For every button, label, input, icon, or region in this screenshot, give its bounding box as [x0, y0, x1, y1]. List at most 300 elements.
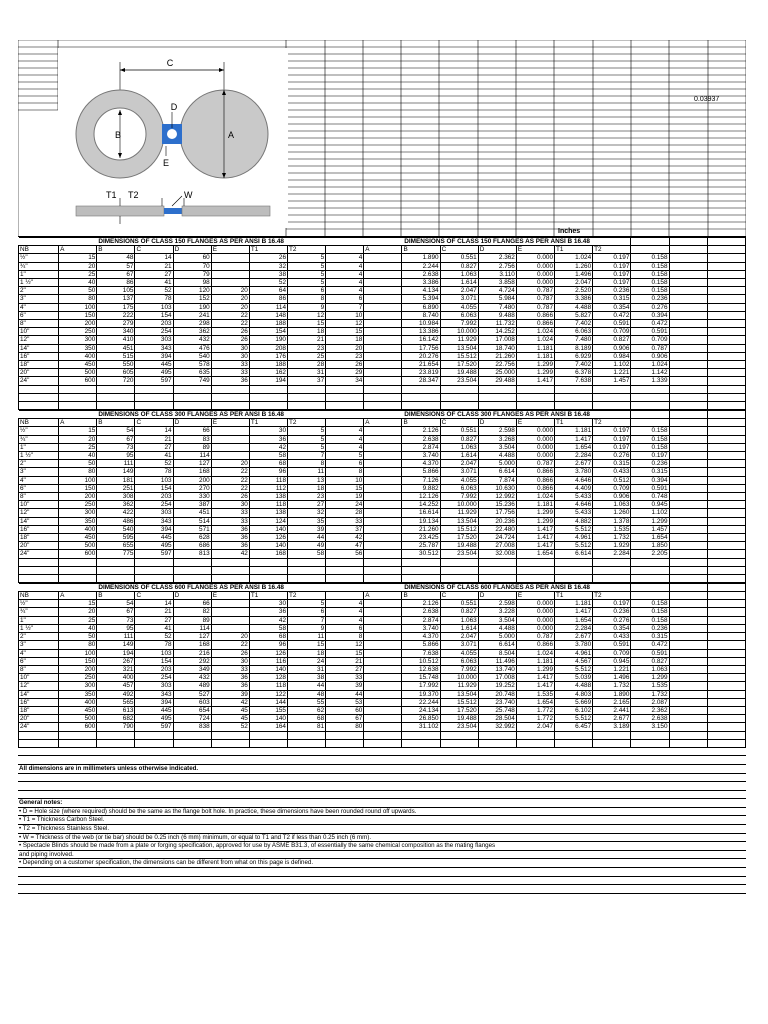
col-header-mm-0: NB: [19, 419, 59, 427]
value-cell: 20: [59, 435, 97, 443]
table-row: [19, 706, 746, 714]
blank-cell: [478, 574, 516, 582]
value-cell: 0.591: [593, 320, 631, 328]
value-cell: 0.906: [631, 352, 669, 360]
value-cell: 3.071: [440, 641, 478, 649]
section-title-row: [19, 410, 746, 418]
blank-cell: [364, 352, 402, 360]
nb-cell: 2": [19, 460, 59, 468]
value-cell: 45: [211, 715, 249, 723]
value-cell: 154: [249, 328, 287, 336]
value-cell: 9.488: [478, 311, 516, 319]
value-cell: 66: [173, 600, 211, 608]
blank-cell: [707, 592, 745, 600]
blank-cell: [669, 369, 707, 377]
blank-cell: [707, 633, 745, 641]
blank-cell: [440, 566, 478, 574]
blank-cell: [669, 674, 707, 682]
blank-cell: [516, 385, 554, 393]
value-cell: 2.756: [478, 262, 516, 270]
value-cell: 600: [59, 723, 97, 731]
value-cell: 0.787: [516, 287, 554, 295]
value-cell: 11: [288, 633, 326, 641]
nb-cell: ¾": [19, 608, 59, 616]
value-cell: 597: [135, 723, 173, 731]
blank-cell: [707, 410, 745, 418]
value-cell: 0.551: [440, 600, 478, 608]
scale-factor: 0.03937: [694, 96, 720, 103]
value-cell: 222: [97, 311, 135, 319]
blank-cell: [707, 311, 745, 319]
value-cell: 3.071: [440, 468, 478, 476]
value-cell: 1.732: [631, 690, 669, 698]
blank-cell: [135, 731, 173, 739]
blank-cell: [707, 344, 745, 352]
value-cell: 1.417: [516, 542, 554, 550]
value-cell: 20.748: [478, 690, 516, 698]
blank-cell: [478, 731, 516, 739]
value-cell: 5.866: [402, 468, 440, 476]
value-cell: 0.276: [631, 303, 669, 311]
value-cell: 6.890: [402, 303, 440, 311]
value-cell: 30: [211, 352, 249, 360]
value-cell: 0.197: [593, 600, 631, 608]
value-cell: [211, 616, 249, 624]
blank-cell: [669, 361, 707, 369]
value-cell: 41: [135, 279, 173, 287]
value-cell: 270: [173, 484, 211, 492]
blank-cell: [631, 731, 669, 739]
value-cell: 68: [249, 633, 287, 641]
blank-row: [18, 877, 746, 886]
value-cell: 78: [135, 468, 173, 476]
col-header-in-5: T1: [555, 592, 593, 600]
blank-cell: [97, 566, 135, 574]
value-cell: 81: [288, 723, 326, 731]
value-cell: 279: [97, 320, 135, 328]
value-cell: 21: [326, 657, 364, 665]
blank-cell: [19, 574, 59, 582]
value-cell: 597: [135, 550, 173, 558]
value-cell: 32.008: [478, 550, 516, 558]
value-cell: 527: [173, 690, 211, 698]
value-cell: 15.512: [440, 525, 478, 533]
value-cell: 7.480: [555, 336, 593, 344]
nb-cell: 4": [19, 649, 59, 657]
blank-cell: [402, 574, 440, 582]
blank-cell: [707, 739, 745, 747]
blank-cell: [97, 385, 135, 393]
value-cell: 445: [135, 361, 173, 369]
value-cell: 0.433: [593, 633, 631, 641]
value-cell: 5.827: [555, 311, 593, 319]
value-cell: 1.535: [593, 525, 631, 533]
blank-cell: [326, 419, 364, 427]
value-cell: 38: [249, 270, 287, 278]
value-cell: 114: [173, 624, 211, 632]
blank-cell: [364, 674, 402, 682]
blank-cell: [669, 287, 707, 295]
value-cell: 28: [288, 361, 326, 369]
value-cell: 450: [59, 706, 97, 714]
value-cell: 39: [211, 690, 249, 698]
value-cell: 23.425: [402, 533, 440, 541]
value-cell: 6.063: [440, 484, 478, 492]
value-cell: 1.024: [516, 649, 554, 657]
value-cell: 8: [326, 633, 364, 641]
value-cell: 103: [135, 303, 173, 311]
value-cell: 150: [59, 484, 97, 492]
value-cell: 55: [288, 698, 326, 706]
blank-cell: [669, 665, 707, 673]
blank-cell: [669, 393, 707, 401]
blank-cell: [364, 295, 402, 303]
blank-row: [19, 393, 746, 401]
value-cell: 154: [135, 657, 173, 665]
value-cell: 52: [135, 460, 173, 468]
value-cell: 0.945: [593, 657, 631, 665]
value-cell: 13.386: [402, 328, 440, 336]
value-cell: 0.827: [440, 262, 478, 270]
column-header-row: [19, 419, 746, 427]
col-header-in-5: T1: [555, 246, 593, 254]
value-cell: 387: [173, 501, 211, 509]
value-cell: 56: [326, 550, 364, 558]
blank-cell: [440, 558, 478, 566]
blank-cell: [440, 731, 478, 739]
value-cell: [211, 608, 249, 616]
blank-cell: [249, 385, 287, 393]
value-cell: 550: [97, 361, 135, 369]
value-cell: 19.488: [440, 369, 478, 377]
value-cell: 4: [326, 608, 364, 616]
blank-cell: [364, 657, 402, 665]
blank-cell: [669, 558, 707, 566]
value-cell: 0.827: [440, 435, 478, 443]
value-cell: 4.961: [555, 533, 593, 541]
value-cell: 1.102: [631, 509, 669, 517]
col-header-mm-7: T2: [288, 246, 326, 254]
value-cell: 3.228: [478, 608, 516, 616]
value-cell: 0.866: [516, 311, 554, 319]
blank-cell: [669, 731, 707, 739]
value-cell: 8: [326, 468, 364, 476]
blank-cell: [97, 739, 135, 747]
blank-cell: [669, 592, 707, 600]
blank-cell: [364, 533, 402, 541]
value-cell: 0.197: [593, 270, 631, 278]
blank-cell: [516, 401, 554, 409]
blank-cell: [402, 731, 440, 739]
value-cell: 20.236: [478, 517, 516, 525]
value-cell: 3.386: [402, 279, 440, 287]
value-cell: [211, 443, 249, 451]
value-cell: 118: [249, 476, 287, 484]
value-cell: 54: [97, 427, 135, 435]
table-row: [19, 698, 746, 706]
value-cell: 37: [288, 377, 326, 385]
value-cell: 4.724: [478, 287, 516, 295]
value-cell: 3.504: [478, 443, 516, 451]
value-cell: 103: [135, 649, 173, 657]
blank-cell: [707, 558, 745, 566]
value-cell: 140: [249, 665, 287, 673]
blank-cell: [707, 525, 745, 533]
value-cell: 33: [211, 509, 249, 517]
value-cell: 50: [59, 460, 97, 468]
value-cell: 7.992: [440, 492, 478, 500]
section-title-in: DIMENSIONS OF CLASS 600 FLANGES AS PER ANSI B 16.48: [364, 583, 631, 591]
value-cell: 36: [211, 377, 249, 385]
value-cell: 17.008: [478, 336, 516, 344]
table-row: [19, 344, 746, 352]
value-cell: 23.504: [440, 377, 478, 385]
value-cell: 600: [59, 377, 97, 385]
value-cell: 5: [288, 270, 326, 278]
blank-cell: [707, 574, 745, 582]
value-cell: 635: [173, 369, 211, 377]
table-row: [19, 352, 746, 360]
value-cell: 7.126: [402, 476, 440, 484]
blank-cell: [173, 574, 211, 582]
value-cell: 42: [211, 550, 249, 558]
value-cell: 2.284: [555, 451, 593, 459]
table-row: [19, 361, 746, 369]
value-cell: 5.039: [555, 674, 593, 682]
value-cell: 95: [97, 451, 135, 459]
blank-cell: [707, 509, 745, 517]
blank-cell: [631, 566, 669, 574]
table-row: [19, 303, 746, 311]
blank-cell: [669, 270, 707, 278]
value-cell: 400: [59, 698, 97, 706]
value-cell: 4.370: [402, 633, 440, 641]
blank-cell: [364, 451, 402, 459]
blank-cell: [135, 385, 173, 393]
value-cell: 303: [135, 682, 173, 690]
nb-cell: 8": [19, 492, 59, 500]
nb-cell: 6": [19, 657, 59, 665]
blank-cell: [19, 401, 59, 409]
value-cell: 5.394: [402, 295, 440, 303]
nb-cell: 10": [19, 674, 59, 682]
value-cell: [211, 254, 249, 262]
blank-cell: [135, 393, 173, 401]
value-cell: 450: [59, 533, 97, 541]
value-cell: 8.740: [402, 311, 440, 319]
value-cell: 4.646: [555, 476, 593, 484]
blank-cell: [364, 377, 402, 385]
value-cell: 495: [135, 369, 173, 377]
blank-cell: [364, 443, 402, 451]
value-cell: 126: [249, 533, 287, 541]
blank-cell: [669, 262, 707, 270]
value-cell: 400: [97, 674, 135, 682]
value-cell: 42: [326, 533, 364, 541]
value-cell: 127: [173, 633, 211, 641]
value-cell: 5.433: [555, 509, 593, 517]
value-cell: 0.158: [631, 254, 669, 262]
value-cell: 19.488: [440, 715, 478, 723]
value-cell: 80: [59, 468, 97, 476]
value-cell: 7.992: [440, 320, 478, 328]
value-cell: 68: [288, 715, 326, 723]
value-cell: 19.134: [402, 517, 440, 525]
blank-cell: [669, 550, 707, 558]
value-cell: 267: [97, 657, 135, 665]
blank-cell: [326, 574, 364, 582]
value-cell: 1.299: [516, 517, 554, 525]
col-header-mm-6: T1: [249, 246, 287, 254]
blank-cell: [288, 566, 326, 574]
blank-cell: [211, 558, 249, 566]
blank-cell: [402, 393, 440, 401]
value-cell: 2.165: [593, 698, 631, 706]
blank-cell: [669, 533, 707, 541]
spectacle-blind-diagram: [58, 48, 288, 228]
blank-cell: [669, 566, 707, 574]
value-cell: 7.638: [402, 649, 440, 657]
value-cell: 445: [135, 706, 173, 714]
table-row: [19, 427, 746, 435]
flange-table-0: [18, 237, 746, 410]
value-cell: 22.244: [402, 698, 440, 706]
value-cell: 54: [97, 600, 135, 608]
value-cell: 5: [288, 600, 326, 608]
table-row: [19, 633, 746, 641]
blank-cell: [364, 550, 402, 558]
value-cell: 250: [59, 674, 97, 682]
value-cell: 451: [97, 344, 135, 352]
blank-cell: [364, 739, 402, 747]
value-cell: 8.189: [555, 344, 593, 352]
value-cell: 45: [211, 706, 249, 714]
value-cell: [211, 600, 249, 608]
blank-cell: [364, 393, 402, 401]
table-row: [19, 311, 746, 319]
value-cell: 4: [326, 600, 364, 608]
value-cell: 595: [97, 533, 135, 541]
value-cell: 96: [249, 468, 287, 476]
value-cell: 1.024: [516, 328, 554, 336]
blank-cell: [478, 401, 516, 409]
table-row: [19, 533, 746, 541]
value-cell: 0.158: [631, 270, 669, 278]
blank-cell: [364, 698, 402, 706]
value-cell: 20.276: [402, 352, 440, 360]
value-cell: 33: [211, 369, 249, 377]
nb-cell: ½": [19, 254, 59, 262]
value-cell: 0.236: [593, 287, 631, 295]
blank-cell: [249, 558, 287, 566]
value-cell: 0.866: [516, 468, 554, 476]
value-cell: 44: [326, 690, 364, 698]
value-cell: 0.945: [631, 501, 669, 509]
value-cell: 394: [135, 698, 173, 706]
nb-cell: 4": [19, 476, 59, 484]
value-cell: 164: [249, 723, 287, 731]
value-cell: 190: [173, 303, 211, 311]
blank-cell: [173, 558, 211, 566]
col-header-mm-6: T1: [249, 419, 287, 427]
value-cell: 40: [59, 451, 97, 459]
value-cell: 13.504: [440, 344, 478, 352]
blank-cell: [364, 649, 402, 657]
table-row: [19, 336, 746, 344]
value-cell: 0.158: [631, 262, 669, 270]
notes-area: [18, 748, 746, 894]
note-2: • T2 = Thickness Stainless Steel.: [18, 825, 746, 834]
value-cell: 181: [97, 476, 135, 484]
value-cell: 0.315: [631, 468, 669, 476]
value-cell: 0.591: [631, 649, 669, 657]
blank-cell: [669, 525, 707, 533]
blank-cell: [516, 731, 554, 739]
blank-cell: [669, 238, 707, 246]
value-cell: 138: [249, 509, 287, 517]
value-cell: 34: [326, 377, 364, 385]
value-cell: 0.000: [516, 270, 554, 278]
value-cell: 1.772: [516, 706, 554, 714]
value-cell: 5.512: [555, 525, 593, 533]
value-cell: 8.504: [478, 649, 516, 657]
value-cell: 52: [249, 279, 287, 287]
blank-cell: [707, 550, 745, 558]
value-cell: 100: [59, 476, 97, 484]
value-cell: 5.512: [555, 665, 593, 673]
table-row: [19, 641, 746, 649]
value-cell: 2.874: [402, 616, 440, 624]
value-cell: 4: [326, 616, 364, 624]
value-cell: 20: [211, 295, 249, 303]
nb-cell: 18": [19, 533, 59, 541]
value-cell: 3.780: [555, 641, 593, 649]
value-cell: 126: [249, 649, 287, 657]
value-cell: 0.236: [631, 295, 669, 303]
blank-row: [19, 401, 746, 409]
value-cell: 1.181: [516, 344, 554, 352]
table-row: [19, 468, 746, 476]
value-cell: 13: [288, 476, 326, 484]
value-cell: 0.236: [631, 460, 669, 468]
blank-cell: [326, 592, 364, 600]
value-cell: 1.732: [593, 682, 631, 690]
blank-cell: [135, 739, 173, 747]
blank-cell: [19, 558, 59, 566]
blank-cell: [707, 369, 745, 377]
value-cell: 0.000: [516, 600, 554, 608]
value-cell: 3.150: [631, 723, 669, 731]
blank-cell: [97, 731, 135, 739]
value-cell: 2.047: [555, 279, 593, 287]
table-row: [19, 674, 746, 682]
value-cell: 10.000: [440, 674, 478, 682]
blank-cell: [707, 460, 745, 468]
value-cell: 4.488: [478, 624, 516, 632]
value-cell: 5: [288, 435, 326, 443]
blank-cell: [707, 641, 745, 649]
blank-cell: [707, 698, 745, 706]
value-cell: 168: [173, 468, 211, 476]
value-cell: 2.047: [440, 460, 478, 468]
nb-cell: 2": [19, 633, 59, 641]
blank-cell: [364, 460, 402, 468]
blank-cell: [707, 657, 745, 665]
value-cell: 6.063: [555, 328, 593, 336]
blank-cell: [364, 303, 402, 311]
value-cell: 0.354: [593, 303, 631, 311]
col-header-in-4: E: [516, 246, 554, 254]
